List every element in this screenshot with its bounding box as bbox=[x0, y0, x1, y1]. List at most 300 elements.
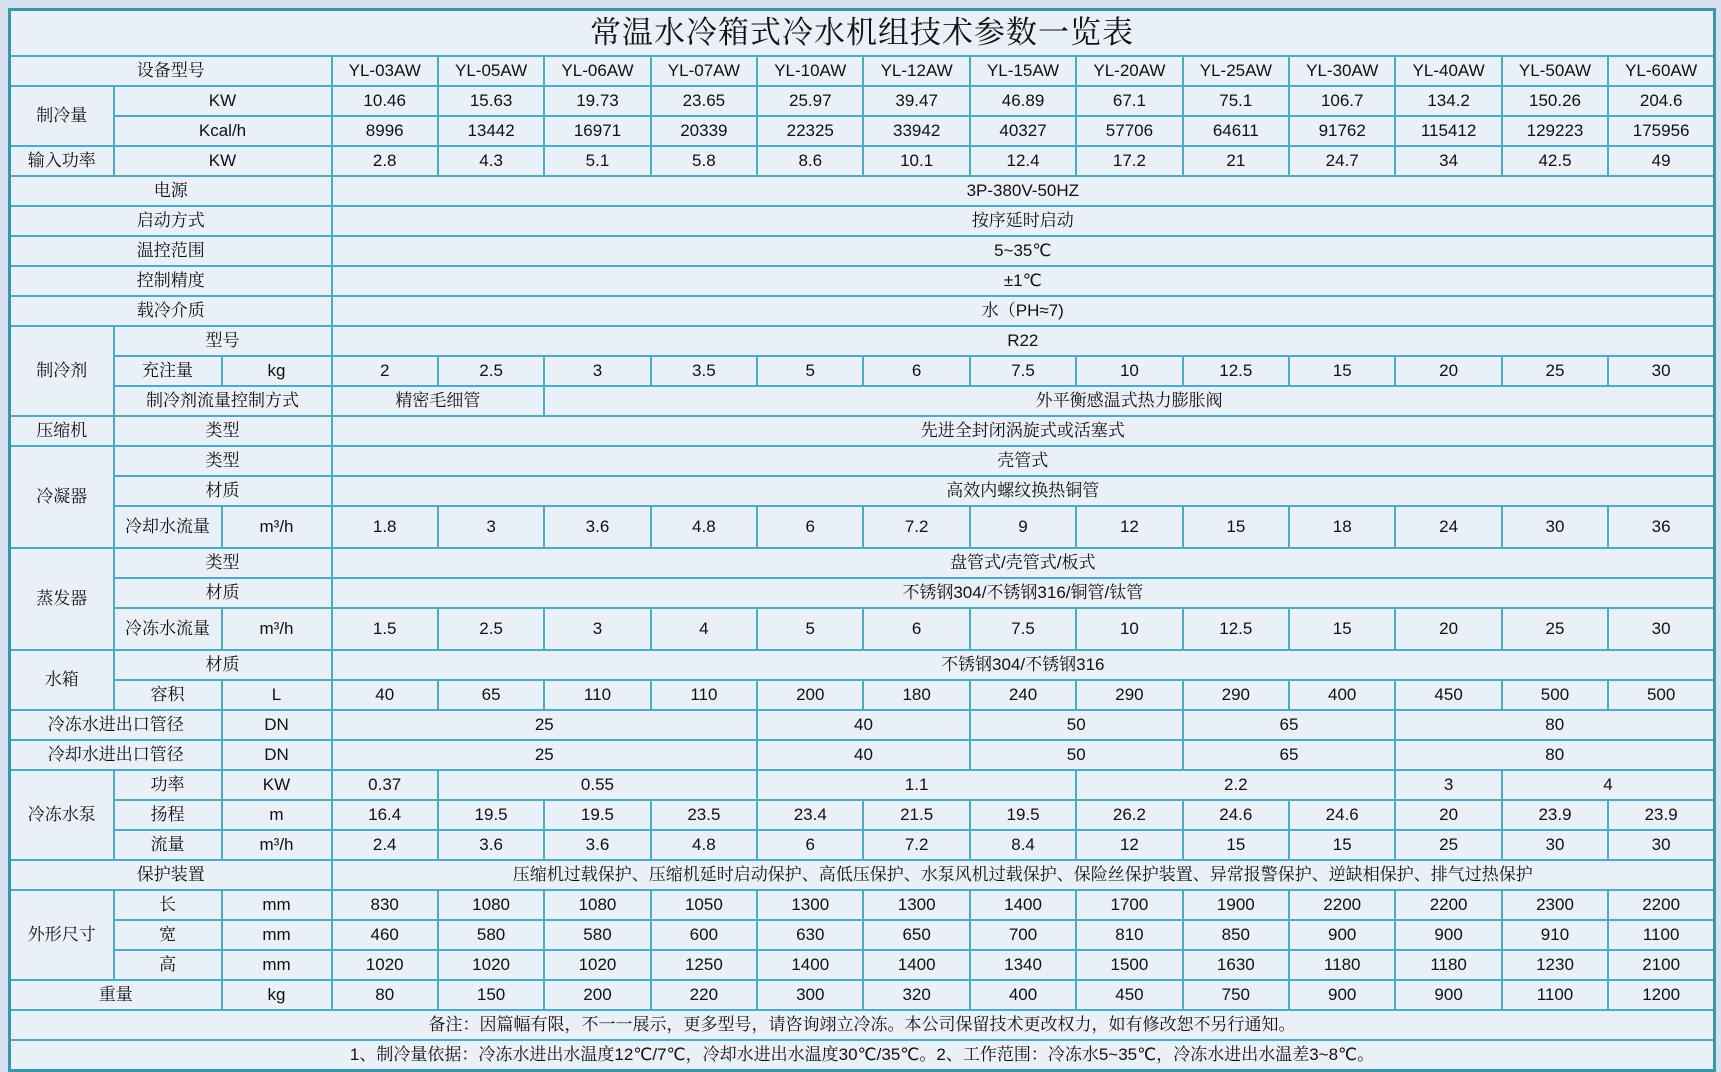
condenser-type-row bbox=[10, 446, 1715, 476]
refrigerant-charge-row-cell: 20 bbox=[1395, 356, 1501, 386]
cooling-water-pipe-row bbox=[10, 740, 1715, 770]
chilled-water-pipe-row-cell: 50 bbox=[970, 710, 1183, 740]
weight-row-cell: 150 bbox=[438, 980, 544, 1010]
dimension-length-row-cell: 1300 bbox=[757, 890, 863, 920]
cooling-capacity-kcal-row-cell: 16971 bbox=[544, 116, 650, 146]
pump-flow-row-cell: 3.6 bbox=[544, 830, 650, 860]
cooling-capacity-kcal-row-cell: 40327 bbox=[970, 116, 1076, 146]
weight-row-cell: 300 bbox=[757, 980, 863, 1010]
dimension-length-row-cell: 1080 bbox=[438, 890, 544, 920]
cooling-capacity-kcal-row-cell: 129223 bbox=[1502, 116, 1608, 146]
cooling-capacity-kcal-row-cell: 57706 bbox=[1076, 116, 1182, 146]
model-header-row-cell: YL-40AW bbox=[1395, 56, 1501, 86]
input-power-row-cell: 49 bbox=[1608, 146, 1714, 176]
cooling-capacity-kcal-row-cell: 115412 bbox=[1395, 116, 1501, 146]
cooling-capacity-kw-row-cell: 10.46 bbox=[332, 86, 438, 116]
refrigerant-flow-control-row-cell: 精密毛细管 bbox=[332, 386, 545, 416]
input-power-row-cell: 5.8 bbox=[651, 146, 757, 176]
input-power-row-cell: 34 bbox=[1395, 146, 1501, 176]
input-power-row-cell: 21 bbox=[1183, 146, 1289, 176]
condenser-water-flow-row-cell: 15 bbox=[1183, 506, 1289, 548]
tank-volume-row-cell: 500 bbox=[1608, 680, 1714, 710]
dimension-length-row-cell: 1400 bbox=[970, 890, 1076, 920]
refrigerant-flow-control-row-cell: 外平衡感温式热力膨胀阀 bbox=[544, 386, 1714, 416]
dimension-length-row-cell: 1700 bbox=[1076, 890, 1182, 920]
evaporator-water-flow-row-cell: 1.5 bbox=[332, 608, 438, 650]
tank-volume-row bbox=[10, 680, 1715, 710]
pump-flow-row-cell: 6 bbox=[757, 830, 863, 860]
dimension-length-row-cell: 长 bbox=[114, 890, 222, 920]
cooling-capacity-kw-row-cell: 46.89 bbox=[970, 86, 1076, 116]
weight-row-cell: 重量 bbox=[10, 980, 222, 1010]
note-row-1 bbox=[10, 1010, 1715, 1040]
protection-row bbox=[10, 860, 1715, 890]
chilled-water-pipe-row-cell: 40 bbox=[757, 710, 970, 740]
dimension-height-row-cell: 1230 bbox=[1502, 950, 1608, 980]
pump-head-row-cell: 26.2 bbox=[1076, 800, 1182, 830]
tank-material-row-cell: 不锈钢304/不锈钢316 bbox=[332, 650, 1715, 680]
tank-material-row bbox=[10, 650, 1715, 680]
refrigerant-type-row-cell: R22 bbox=[332, 326, 1715, 356]
weight-row-cell: 80 bbox=[332, 980, 438, 1010]
cooling-capacity-kcal-row-cell: 33942 bbox=[863, 116, 969, 146]
pump-flow-row-cell: 30 bbox=[1502, 830, 1608, 860]
pump-power-row bbox=[10, 770, 1715, 800]
cooling-water-pipe-row-cell: 冷却水进出口管径 bbox=[10, 740, 222, 770]
refrigerant-charge-row-cell: kg bbox=[222, 356, 332, 386]
condenser-water-flow-row-cell: 9 bbox=[970, 506, 1076, 548]
dimension-width-row-cell: 600 bbox=[651, 920, 757, 950]
compressor-type-row bbox=[10, 416, 1715, 446]
refrigerant-charge-row-cell: 5 bbox=[757, 356, 863, 386]
dimension-length-row-cell: 1050 bbox=[651, 890, 757, 920]
dimension-height-row-cell: 1500 bbox=[1076, 950, 1182, 980]
note-row-1-cell: 备注：因篇幅有限，不一一展示，更多型号，请咨询翊立冷冻。本公司保留技术更改权力，如有修改恕不另行通知。 bbox=[10, 1010, 1715, 1040]
dimension-height-row-cell: 1400 bbox=[757, 950, 863, 980]
dimension-length-row-cell: 1080 bbox=[544, 890, 650, 920]
cooling-capacity-kw-row-cell: 23.65 bbox=[651, 86, 757, 116]
cooling-capacity-kw-row-cell: 25.97 bbox=[757, 86, 863, 116]
weight-row-cell: 750 bbox=[1183, 980, 1289, 1010]
model-header-row-cell: YL-60AW bbox=[1608, 56, 1714, 86]
evaporator-water-flow-row-cell: 4 bbox=[651, 608, 757, 650]
weight-row-cell: kg bbox=[222, 980, 332, 1010]
cooling-water-pipe-row-cell: 25 bbox=[332, 740, 758, 770]
model-header-row-cell: YL-12AW bbox=[863, 56, 969, 86]
tank-volume-row-cell: 500 bbox=[1502, 680, 1608, 710]
refrigerant-flow-control-row bbox=[10, 386, 1715, 416]
cooling-capacity-kcal-row bbox=[10, 116, 1715, 146]
dimension-height-row-cell: 1020 bbox=[438, 950, 544, 980]
pump-power-row-cell: 0.55 bbox=[438, 770, 757, 800]
dimension-width-row-cell: 850 bbox=[1183, 920, 1289, 950]
protection-row-cell: 压缩机过载保护、压缩机延时启动保护、高低压保护、水泵风机过载保护、保险丝保护装置、异常报警保护、逆缺相保护、排气过热保护 bbox=[332, 860, 1715, 890]
cooling-capacity-kcal-row-cell: 13442 bbox=[438, 116, 544, 146]
model-header-row-cell: YL-20AW bbox=[1076, 56, 1182, 86]
note-row-2-cell: 1、制冷量依据：冷冻水进出水温度12℃/7℃，冷却水进出水温度30℃/35℃。2、工作范围：冷冻水5~35℃，冷冻水进出水温差3~8℃。 bbox=[10, 1040, 1715, 1071]
condenser-material-row-cell: 材质 bbox=[114, 476, 332, 506]
dimension-height-row-cell: mm bbox=[222, 950, 332, 980]
evaporator-water-flow-row-cell: m³/h bbox=[222, 608, 332, 650]
model-header-row-cell: YL-15AW bbox=[970, 56, 1076, 86]
pump-flow-row-cell: 7.2 bbox=[863, 830, 969, 860]
tank-material-row-cell: 水箱 bbox=[10, 650, 114, 710]
pump-flow-row-cell: 流量 bbox=[114, 830, 222, 860]
evaporator-water-flow-row-cell: 冷冻水流量 bbox=[114, 608, 222, 650]
dimension-length-row-cell: 外形尺寸 bbox=[10, 890, 114, 980]
weight-row-cell: 400 bbox=[970, 980, 1076, 1010]
pump-flow-row-cell: 12 bbox=[1076, 830, 1182, 860]
input-power-row-cell: 24.7 bbox=[1289, 146, 1395, 176]
tank-material-row-cell: 材质 bbox=[114, 650, 332, 680]
pump-power-row-cell: 功率 bbox=[114, 770, 222, 800]
dimension-length-row-cell: 830 bbox=[332, 890, 438, 920]
refrigerant-charge-row-cell: 3.5 bbox=[651, 356, 757, 386]
evaporator-material-row-cell: 材质 bbox=[114, 578, 332, 608]
model-header-row-cell: YL-06AW bbox=[544, 56, 650, 86]
pump-head-row-cell: 20 bbox=[1395, 800, 1501, 830]
evaporator-type-row-cell: 类型 bbox=[114, 548, 332, 578]
control-precision-row bbox=[10, 266, 1715, 296]
condenser-material-row bbox=[10, 476, 1715, 506]
cooling-water-pipe-row-cell: DN bbox=[222, 740, 332, 770]
condenser-water-flow-row-cell: 3 bbox=[438, 506, 544, 548]
evaporator-water-flow-row-cell: 30 bbox=[1608, 608, 1714, 650]
refrigerant-charge-row-cell: 7.5 bbox=[970, 356, 1076, 386]
start-mode-row bbox=[10, 206, 1715, 236]
dimension-width-row-cell: 910 bbox=[1502, 920, 1608, 950]
dimension-height-row bbox=[10, 950, 1715, 980]
power-supply-row-cell: 电源 bbox=[10, 176, 332, 206]
pump-flow-row-cell: 15 bbox=[1289, 830, 1395, 860]
model-header-row bbox=[10, 56, 1715, 86]
evaporator-water-flow-row-cell: 15 bbox=[1289, 608, 1395, 650]
dimension-width-row-cell: 580 bbox=[438, 920, 544, 950]
cooling-capacity-kw-row-cell: 制冷量 bbox=[10, 86, 114, 146]
tank-volume-row-cell: 110 bbox=[544, 680, 650, 710]
dimension-width-row-cell: 700 bbox=[970, 920, 1076, 950]
model-header-row-cell: YL-50AW bbox=[1502, 56, 1608, 86]
page-title: 常温水冷箱式冷水机组技术参数一览表 bbox=[10, 10, 1715, 57]
condenser-type-row-cell: 冷凝器 bbox=[10, 446, 114, 548]
cooling-capacity-kcal-row-cell: 8996 bbox=[332, 116, 438, 146]
pump-head-row-cell: 扬程 bbox=[114, 800, 222, 830]
cooling-capacity-kw-row-cell: 67.1 bbox=[1076, 86, 1182, 116]
pump-head-row-cell: m bbox=[222, 800, 332, 830]
evaporator-material-row-cell: 不锈钢304/不锈钢316/铜管/钛管 bbox=[332, 578, 1715, 608]
input-power-row-cell: 4.3 bbox=[438, 146, 544, 176]
pump-head-row-cell: 24.6 bbox=[1183, 800, 1289, 830]
refrigerant-charge-row bbox=[10, 356, 1715, 386]
dimension-width-row-cell: 810 bbox=[1076, 920, 1182, 950]
condenser-type-row-cell: 类型 bbox=[114, 446, 332, 476]
input-power-row-cell: 8.6 bbox=[757, 146, 863, 176]
pump-head-row-cell: 19.5 bbox=[970, 800, 1076, 830]
model-header-row-cell: YL-03AW bbox=[332, 56, 438, 86]
dimension-height-row-cell: 1020 bbox=[544, 950, 650, 980]
dimension-height-row-cell: 1400 bbox=[863, 950, 969, 980]
cooling-capacity-kw-row-cell: 106.7 bbox=[1289, 86, 1395, 116]
dimension-length-row-cell: 1300 bbox=[863, 890, 969, 920]
dimension-width-row-cell: 630 bbox=[757, 920, 863, 950]
pump-head-row-cell: 19.5 bbox=[438, 800, 544, 830]
chilled-water-pipe-row-cell: 25 bbox=[332, 710, 758, 740]
chilled-water-pipe-row-cell: 冷冻水进出口管径 bbox=[10, 710, 222, 740]
dimension-height-row-cell: 1250 bbox=[651, 950, 757, 980]
dimension-width-row-cell: 580 bbox=[544, 920, 650, 950]
power-supply-row bbox=[10, 176, 1715, 206]
dimension-length-row-cell: 2200 bbox=[1395, 890, 1501, 920]
refrigerant-type-row bbox=[10, 326, 1715, 356]
weight-row-cell: 220 bbox=[651, 980, 757, 1010]
model-header-row-cell: 设备型号 bbox=[10, 56, 332, 86]
refrigerant-charge-row-cell: 2.5 bbox=[438, 356, 544, 386]
condenser-type-row-cell: 壳管式 bbox=[332, 446, 1715, 476]
weight-row-cell: 320 bbox=[863, 980, 969, 1010]
condenser-water-flow-row-cell: 4.8 bbox=[651, 506, 757, 548]
weight-row-cell: 1100 bbox=[1502, 980, 1608, 1010]
dimension-width-row-cell: 650 bbox=[863, 920, 969, 950]
tank-volume-row-cell: 400 bbox=[1289, 680, 1395, 710]
weight-row-cell: 900 bbox=[1395, 980, 1501, 1010]
evaporator-water-flow-row-cell: 6 bbox=[863, 608, 969, 650]
chilled-water-pipe-row-cell: 80 bbox=[1395, 710, 1714, 740]
input-power-row-cell: 10.1 bbox=[863, 146, 969, 176]
protection-row-cell: 保护装置 bbox=[10, 860, 332, 890]
dimension-length-row-cell: 1900 bbox=[1183, 890, 1289, 920]
cooling-capacity-kcal-row-cell: 20339 bbox=[651, 116, 757, 146]
cooling-capacity-kw-row-cell: 15.63 bbox=[438, 86, 544, 116]
refrigerant-charge-row-cell: 30 bbox=[1608, 356, 1714, 386]
refrigerant-charge-row-cell: 6 bbox=[863, 356, 969, 386]
tank-volume-row-cell: 290 bbox=[1076, 680, 1182, 710]
pump-flow-row-cell: 25 bbox=[1395, 830, 1501, 860]
condenser-water-flow-row-cell: 30 bbox=[1502, 506, 1608, 548]
condenser-water-flow-row-cell: 6 bbox=[757, 506, 863, 548]
pump-head-row bbox=[10, 800, 1715, 830]
evaporator-water-flow-row-cell: 7.5 bbox=[970, 608, 1076, 650]
evaporator-water-flow-row-cell: 12.5 bbox=[1183, 608, 1289, 650]
pump-flow-row bbox=[10, 830, 1715, 860]
coolant-medium-row bbox=[10, 296, 1715, 326]
tank-volume-row-cell: L bbox=[222, 680, 332, 710]
pump-head-row-cell: 16.4 bbox=[332, 800, 438, 830]
refrigerant-charge-row-cell: 充注量 bbox=[114, 356, 222, 386]
pump-flow-row-cell: 2.4 bbox=[332, 830, 438, 860]
compressor-type-row-cell: 压缩机 bbox=[10, 416, 114, 446]
refrigerant-charge-row-cell: 25 bbox=[1502, 356, 1608, 386]
chilled-water-pipe-row bbox=[10, 710, 1715, 740]
dimension-width-row-cell: 900 bbox=[1395, 920, 1501, 950]
pump-power-row-cell: 3 bbox=[1395, 770, 1501, 800]
pump-head-row-cell: 19.5 bbox=[544, 800, 650, 830]
weight-row bbox=[10, 980, 1715, 1010]
evaporator-type-row-cell: 蒸发器 bbox=[10, 548, 114, 650]
tank-volume-row-cell: 65 bbox=[438, 680, 544, 710]
spec-table-body bbox=[10, 10, 1715, 1071]
tank-volume-row-cell: 容积 bbox=[114, 680, 222, 710]
dimension-width-row bbox=[10, 920, 1715, 950]
control-precision-row-cell: 控制精度 bbox=[10, 266, 332, 296]
evaporator-water-flow-row-cell: 5 bbox=[757, 608, 863, 650]
cooling-capacity-kw-row-cell: 134.2 bbox=[1395, 86, 1501, 116]
evaporator-type-row-cell: 盘管式/壳管式/板式 bbox=[332, 548, 1715, 578]
tank-volume-row-cell: 40 bbox=[332, 680, 438, 710]
weight-row-cell: 200 bbox=[544, 980, 650, 1010]
tank-volume-row-cell: 290 bbox=[1183, 680, 1289, 710]
cooling-capacity-kcal-row-cell: 91762 bbox=[1289, 116, 1395, 146]
input-power-row-cell: 输入功率 bbox=[10, 146, 114, 176]
pump-power-row-cell: 4 bbox=[1502, 770, 1715, 800]
condenser-material-row-cell: 高效内螺纹换热铜管 bbox=[332, 476, 1715, 506]
input-power-row-cell: 2.8 bbox=[332, 146, 438, 176]
model-header-row-cell: YL-25AW bbox=[1183, 56, 1289, 86]
control-precision-row-cell: ±1℃ bbox=[332, 266, 1715, 296]
title-row bbox=[10, 10, 1715, 57]
dimension-height-row-cell: 1630 bbox=[1183, 950, 1289, 980]
dimension-height-row-cell: 高 bbox=[114, 950, 222, 980]
pump-power-row-cell: KW bbox=[222, 770, 332, 800]
refrigerant-type-row-cell: 型号 bbox=[114, 326, 332, 356]
dimension-height-row-cell: 1340 bbox=[970, 950, 1076, 980]
cooling-capacity-kw-row-cell: 19.73 bbox=[544, 86, 650, 116]
dimension-length-row-cell: 2200 bbox=[1289, 890, 1395, 920]
pump-power-row-cell: 0.37 bbox=[332, 770, 438, 800]
condenser-water-flow-row-cell: 冷却水流量 bbox=[114, 506, 222, 548]
condenser-water-flow-row-cell: 36 bbox=[1608, 506, 1714, 548]
tank-volume-row-cell: 200 bbox=[757, 680, 863, 710]
cooling-capacity-kcal-row-cell: 64611 bbox=[1183, 116, 1289, 146]
condenser-water-flow-row-cell: 24 bbox=[1395, 506, 1501, 548]
evaporator-water-flow-row bbox=[10, 608, 1715, 650]
dimension-length-row-cell: mm bbox=[222, 890, 332, 920]
model-header-row-cell: YL-07AW bbox=[651, 56, 757, 86]
input-power-row-cell: 5.1 bbox=[544, 146, 650, 176]
pump-power-row-cell: 2.2 bbox=[1076, 770, 1395, 800]
refrigerant-charge-row-cell: 12.5 bbox=[1183, 356, 1289, 386]
compressor-type-row-cell: 先进全封闭涡旋式或活塞式 bbox=[332, 416, 1715, 446]
chilled-water-pipe-row-cell: DN bbox=[222, 710, 332, 740]
compressor-type-row-cell: 类型 bbox=[114, 416, 332, 446]
pump-head-row-cell: 23.9 bbox=[1502, 800, 1608, 830]
pump-flow-row-cell: 30 bbox=[1608, 830, 1714, 860]
refrigerant-flow-control-row-cell: 制冷剂流量控制方式 bbox=[114, 386, 332, 416]
tank-volume-row-cell: 450 bbox=[1395, 680, 1501, 710]
spec-table bbox=[8, 8, 1716, 1072]
tank-volume-row-cell: 180 bbox=[863, 680, 969, 710]
cooling-water-pipe-row-cell: 80 bbox=[1395, 740, 1714, 770]
pump-flow-row-cell: 3.6 bbox=[438, 830, 544, 860]
evaporator-water-flow-row-cell: 10 bbox=[1076, 608, 1182, 650]
pump-flow-row-cell: 15 bbox=[1183, 830, 1289, 860]
weight-row-cell: 900 bbox=[1289, 980, 1395, 1010]
model-header-row-cell: YL-10AW bbox=[757, 56, 863, 86]
pump-head-row-cell: 23.4 bbox=[757, 800, 863, 830]
dimension-length-row bbox=[10, 890, 1715, 920]
dimension-height-row-cell: 1020 bbox=[332, 950, 438, 980]
cooling-capacity-kw-row-cell: 75.1 bbox=[1183, 86, 1289, 116]
input-power-row bbox=[10, 146, 1715, 176]
condenser-water-flow-row-cell: 18 bbox=[1289, 506, 1395, 548]
cooling-capacity-kw-row-cell: 150.26 bbox=[1502, 86, 1608, 116]
dimension-width-row-cell: 460 bbox=[332, 920, 438, 950]
pump-head-row-cell: 23.5 bbox=[651, 800, 757, 830]
refrigerant-charge-row-cell: 10 bbox=[1076, 356, 1182, 386]
cooling-capacity-kw-row-cell: 39.47 bbox=[863, 86, 969, 116]
dimension-height-row-cell: 1180 bbox=[1289, 950, 1395, 980]
condenser-water-flow-row-cell: m³/h bbox=[222, 506, 332, 548]
cooling-capacity-kw-row bbox=[10, 86, 1715, 116]
input-power-row-cell: 42.5 bbox=[1502, 146, 1608, 176]
condenser-water-flow-row-cell: 12 bbox=[1076, 506, 1182, 548]
dimension-length-row-cell: 2200 bbox=[1608, 890, 1714, 920]
chilled-water-pipe-row-cell: 65 bbox=[1183, 710, 1396, 740]
pump-head-row-cell: 21.5 bbox=[863, 800, 969, 830]
weight-row-cell: 450 bbox=[1076, 980, 1182, 1010]
condenser-water-flow-row-cell: 3.6 bbox=[544, 506, 650, 548]
pump-power-row-cell: 冷冻水泵 bbox=[10, 770, 114, 860]
evaporator-water-flow-row-cell: 25 bbox=[1502, 608, 1608, 650]
dimension-width-row-cell: 1100 bbox=[1608, 920, 1714, 950]
cooling-capacity-kw-row-cell: 204.6 bbox=[1608, 86, 1714, 116]
temp-control-range-row-cell: 5~35℃ bbox=[332, 236, 1715, 266]
power-supply-row-cell: 3P-380V-50HZ bbox=[332, 176, 1715, 206]
input-power-row-cell: 12.4 bbox=[970, 146, 1076, 176]
evaporator-water-flow-row-cell: 20 bbox=[1395, 608, 1501, 650]
dimension-width-row-cell: 宽 bbox=[114, 920, 222, 950]
pump-power-row-cell: 1.1 bbox=[757, 770, 1076, 800]
cooling-capacity-kcal-row-cell: Kcal/h bbox=[114, 116, 332, 146]
pump-flow-row-cell: 4.8 bbox=[651, 830, 757, 860]
dimension-width-row-cell: 900 bbox=[1289, 920, 1395, 950]
coolant-medium-row-cell: 载冷介质 bbox=[10, 296, 332, 326]
model-header-row-cell: YL-30AW bbox=[1289, 56, 1395, 86]
input-power-row-cell: KW bbox=[114, 146, 332, 176]
pump-head-row-cell: 24.6 bbox=[1289, 800, 1395, 830]
dimension-width-row-cell: mm bbox=[222, 920, 332, 950]
cooling-water-pipe-row-cell: 40 bbox=[757, 740, 970, 770]
evaporator-water-flow-row-cell: 3 bbox=[544, 608, 650, 650]
evaporator-water-flow-row-cell: 2.5 bbox=[438, 608, 544, 650]
evaporator-type-row bbox=[10, 548, 1715, 578]
weight-row-cell: 1200 bbox=[1608, 980, 1714, 1010]
cooling-water-pipe-row-cell: 65 bbox=[1183, 740, 1396, 770]
start-mode-row-cell: 按序延时启动 bbox=[332, 206, 1715, 236]
input-power-row-cell: 17.2 bbox=[1076, 146, 1182, 176]
pump-head-row-cell: 23.9 bbox=[1608, 800, 1714, 830]
cooling-capacity-kw-row-cell: KW bbox=[114, 86, 332, 116]
dimension-length-row-cell: 2300 bbox=[1502, 890, 1608, 920]
dimension-height-row-cell: 2100 bbox=[1608, 950, 1714, 980]
pump-flow-row-cell: 8.4 bbox=[970, 830, 1076, 860]
cooling-capacity-kcal-row-cell: 175956 bbox=[1608, 116, 1714, 146]
condenser-water-flow-row-cell: 1.8 bbox=[332, 506, 438, 548]
condenser-water-flow-row bbox=[10, 506, 1715, 548]
evaporator-material-row bbox=[10, 578, 1715, 608]
tank-volume-row-cell: 110 bbox=[651, 680, 757, 710]
model-header-row-cell: YL-05AW bbox=[438, 56, 544, 86]
refrigerant-charge-row-cell: 3 bbox=[544, 356, 650, 386]
start-mode-row-cell: 启动方式 bbox=[10, 206, 332, 236]
refrigerant-charge-row-cell: 15 bbox=[1289, 356, 1395, 386]
temp-control-range-row-cell: 温控范围 bbox=[10, 236, 332, 266]
refrigerant-charge-row-cell: 2 bbox=[332, 356, 438, 386]
temp-control-range-row bbox=[10, 236, 1715, 266]
refrigerant-type-row-cell: 制冷剂 bbox=[10, 326, 114, 416]
tank-volume-row-cell: 240 bbox=[970, 680, 1076, 710]
coolant-medium-row-cell: 水（PH≈7) bbox=[332, 296, 1715, 326]
pump-flow-row-cell: m³/h bbox=[222, 830, 332, 860]
